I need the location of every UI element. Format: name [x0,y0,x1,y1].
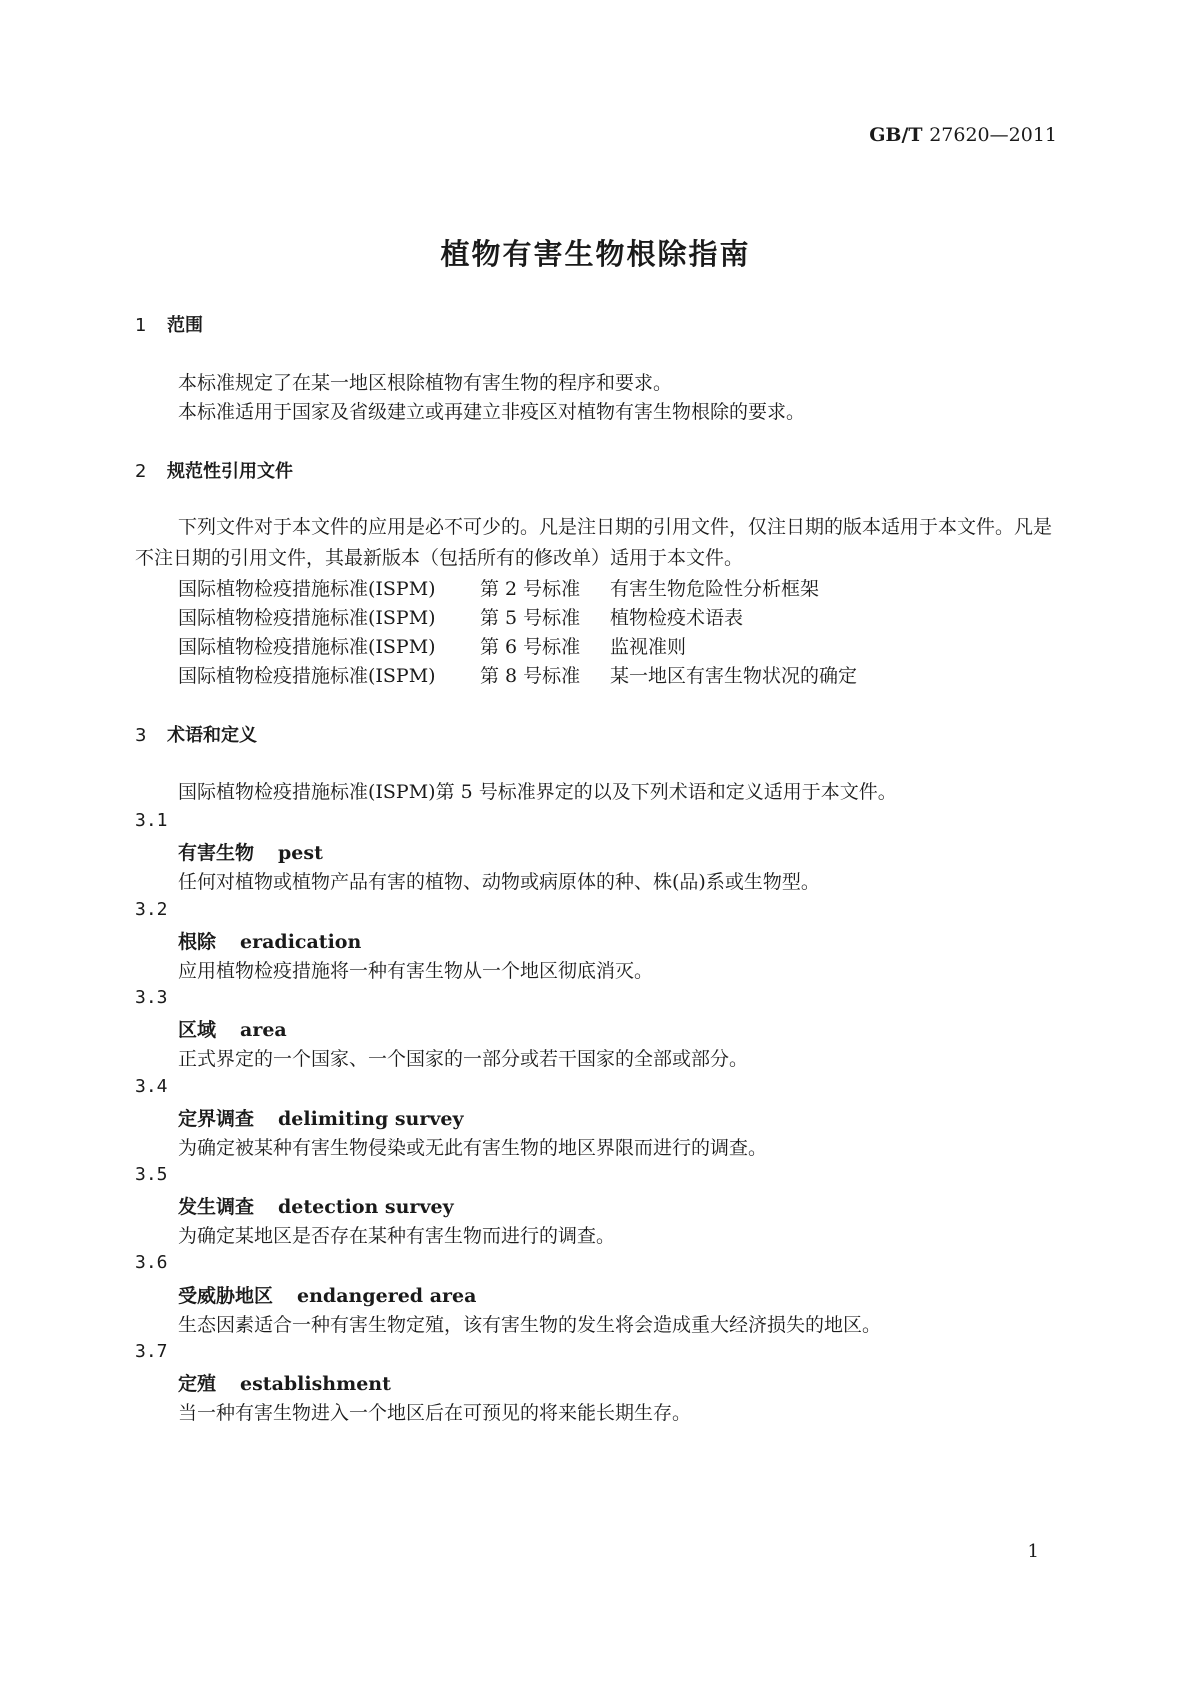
reference-item [178,574,819,601]
section-title: 术语和定义 [167,725,257,746]
term-heading [178,1369,391,1396]
reference-org: 国际植物检疫措施标准(ISPM) [178,607,436,629]
section-title: 范围 [167,315,203,336]
reference-no: 第 8 号标准 [480,665,581,687]
standard-prefix: GB/T [869,124,923,146]
reference-item [178,661,857,688]
reference-title: 植物检疫术语表 [610,607,744,629]
reference-title: 监视准则 [610,636,687,658]
section-number: 3 [135,725,147,746]
clause-number: 3.4 [135,1076,168,1097]
clause-number: 3.7 [135,1341,168,1362]
term-en: establishment [240,1373,391,1395]
term-zh: 有害生物 [178,842,255,864]
term-heading [178,838,323,865]
reference-org: 国际植物检疫措施标准(ISPM) [178,665,436,687]
section-heading-scope [135,311,203,337]
section-number: 2 [135,461,147,482]
clause-number: 3.3 [135,987,168,1008]
term-definition: 生态因素适合一种有害生物定殖，该有害生物的发生将会造成重大经济损失的地区。 [178,1314,882,1336]
section-heading-terms [135,721,257,747]
term-en: detection survey [278,1196,454,1218]
term-heading [178,927,361,954]
term-definition: 正式界定的一个国家、一个国家的一部分或若干国家的全部或部分。 [178,1048,749,1070]
term-heading [178,1192,454,1219]
term-zh: 发生调查 [178,1196,255,1218]
standard-number: 27620—2011 [929,124,1057,146]
section-number: 1 [135,315,147,336]
document-title: 植物有害生物根除指南 [440,237,751,271]
term-en: eradication [240,931,362,953]
reference-org: 国际植物检疫措施标准(ISPM) [178,636,436,658]
term-zh: 定殖 [178,1373,217,1395]
term-definition: 当一种有害生物进入一个地区后在可预见的将来能长期生存。 [178,1402,692,1424]
term-zh: 区域 [178,1019,217,1041]
scope-paragraph-1: 本标准规定了在某一地区根除植物有害生物的程序和要求。 [178,372,673,394]
reference-no: 第 2 号标准 [480,578,581,600]
term-heading [178,1104,464,1131]
term-definition: 任何对植物或植物产品有害的植物、动物或病原体的种、株(品)系或生物型。 [178,871,820,893]
clause-number: 3.6 [135,1252,168,1273]
term-definition: 为确定某地区是否存在某种有害生物而进行的调查。 [178,1225,616,1247]
clause-number: 3.1 [135,810,168,831]
section-title: 规范性引用文件 [167,461,293,482]
term-zh: 受威胁地区 [178,1285,274,1307]
term-en: delimiting survey [278,1108,464,1130]
reference-no: 第 6 号标准 [480,636,581,658]
reference-no: 第 5 号标准 [480,607,581,629]
scope-paragraph-2: 本标准适用于国家及省级建立或再建立非疫区对植物有害生物根除的要求。 [178,401,806,423]
term-definition: 为确定被某种有害生物侵染或无此有害生物的地区界限而进行的调查。 [178,1137,768,1159]
term-heading [178,1281,476,1308]
standard-code [869,124,1057,146]
term-en: area [240,1019,287,1041]
term-zh: 定界调查 [178,1108,255,1130]
reference-title: 某一地区有害生物状况的确定 [610,665,858,687]
term-en: endangered area [297,1285,477,1307]
page-number: 1 [1027,1541,1039,1562]
section-heading-normative [135,457,293,483]
reference-org: 国际植物检疫措施标准(ISPM) [178,578,436,600]
reference-item [178,603,743,630]
normative-intro: 下列文件对于本文件的应用是必不可少的。凡是注日期的引用文件，仅注日期的版本适用于本文件。凡是不注日期的引用文件，其最新版本（包括所有的修改单）适用于本文件。 [135,516,1053,569]
term-en: pest [278,842,323,864]
reference-title: 有害生物危险性分析框架 [610,578,820,600]
clause-number: 3.5 [135,1164,168,1185]
term-definition: 应用植物检疫措施将一种有害生物从一个地区彻底消灭。 [178,960,654,982]
term-heading [178,1015,287,1042]
terms-intro: 国际植物检疫措施标准(ISPM)第 5 号标准界定的以及下列术语和定义适用于本文件。 [178,781,897,803]
clause-number: 3.2 [135,899,168,920]
reference-item [178,632,686,659]
term-zh: 根除 [178,931,217,953]
